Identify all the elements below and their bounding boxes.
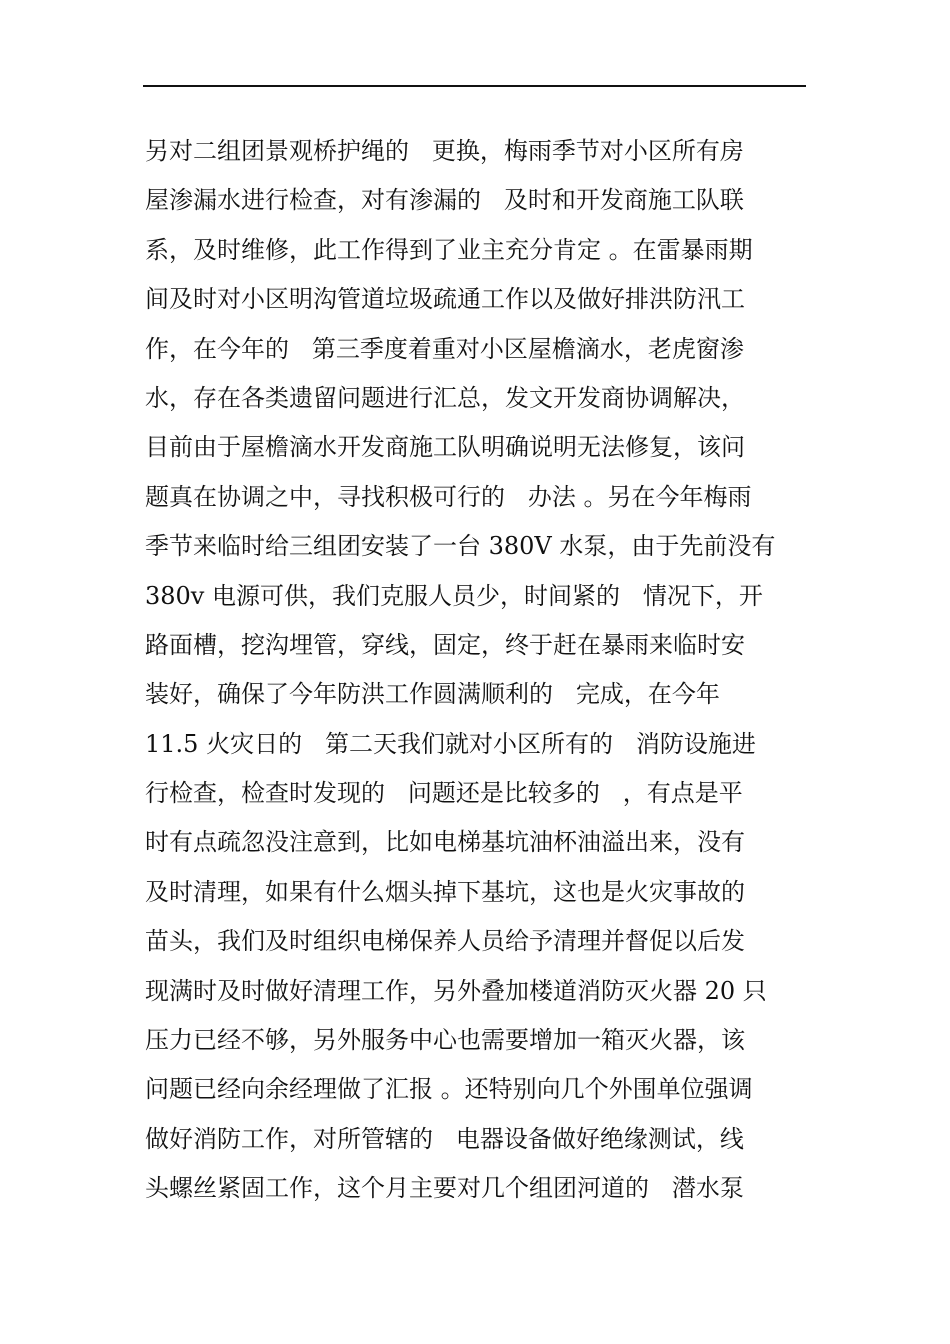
text-line: 路面槽，挖沟埋管，穿线，固定，终于赶在暴雨来临时安 [145,630,745,659]
text-line: 时有点疏忽没注意到，比如电梯基坑油杯油溢出来，没有 [145,828,745,857]
text-line: 水，存在各类遗留问题进行汇总，发文开发商协调解决， [145,383,745,412]
text-line: 行检查，检查时发现的 问题还是比较多的 ，有点是平 [145,779,743,808]
text-line: 季节来临时给三组团安装了一台 380V 水泵，由于先前没有 [145,532,776,561]
text-line: 及时清理，如果有什么烟头掉下基坑，这也是火灾事故的 [145,877,745,906]
text-line: 目前由于屋檐滴水开发商施工队明确说明无法修复，该问 [145,433,745,462]
text-line: 380v 电源可供，我们克服人员少，时间紧的 情况下，开 [145,581,763,610]
text-line: 系，及时维修，此工作得到了业主充分肯定 。在雷暴雨期 [145,235,753,264]
text-line: 苗头，我们及时组织电梯保养人员给予清理并督促以后发 [145,927,745,956]
text-line: 11.5 火灾日的 第二天我们就对小区所有的 消防设施进 [145,729,756,758]
text-line: 头螺丝紧固工作，这个月主要对几个组团河道的 潜水泵 [145,1174,744,1203]
text-line: 题真在协调之中，寻找积极可行的 办法 。另在今年梅雨 [145,482,752,511]
body-paragraph [145,127,805,1214]
text-line: 屋渗漏水进行检查，对有渗漏的 及时和开发商施工队联 [145,186,744,215]
text-line: 装好，确保了今年防洪工作圆满顺利的 完成，在今年 [145,680,720,709]
text-line: 问题已经向余经理做了汇报 。还特别向几个外围单位强调 [145,1075,753,1104]
text-line: 作，在今年的 第三季度着重对小区屋檐滴水，老虎窗渗 [145,334,744,363]
text-line: 另对二组团景观桥护绳的 更换，梅雨季节对小区所有房 [145,137,744,165]
header-rule [143,85,806,87]
text-line: 间及时对小区明沟管道垃圾疏通工作以及做好排洪防汛工 [145,285,745,314]
text-line: 压力已经不够，另外服务中心也需要增加一箱灭火器，该 [145,1026,745,1055]
text-line: 做好消防工作，对所管辖的 电器设备做好绝缘测试，线 [145,1124,744,1153]
text-line: 现满时及时做好清理工作，另外叠加楼道消防灭火器 20 只 [145,976,767,1005]
